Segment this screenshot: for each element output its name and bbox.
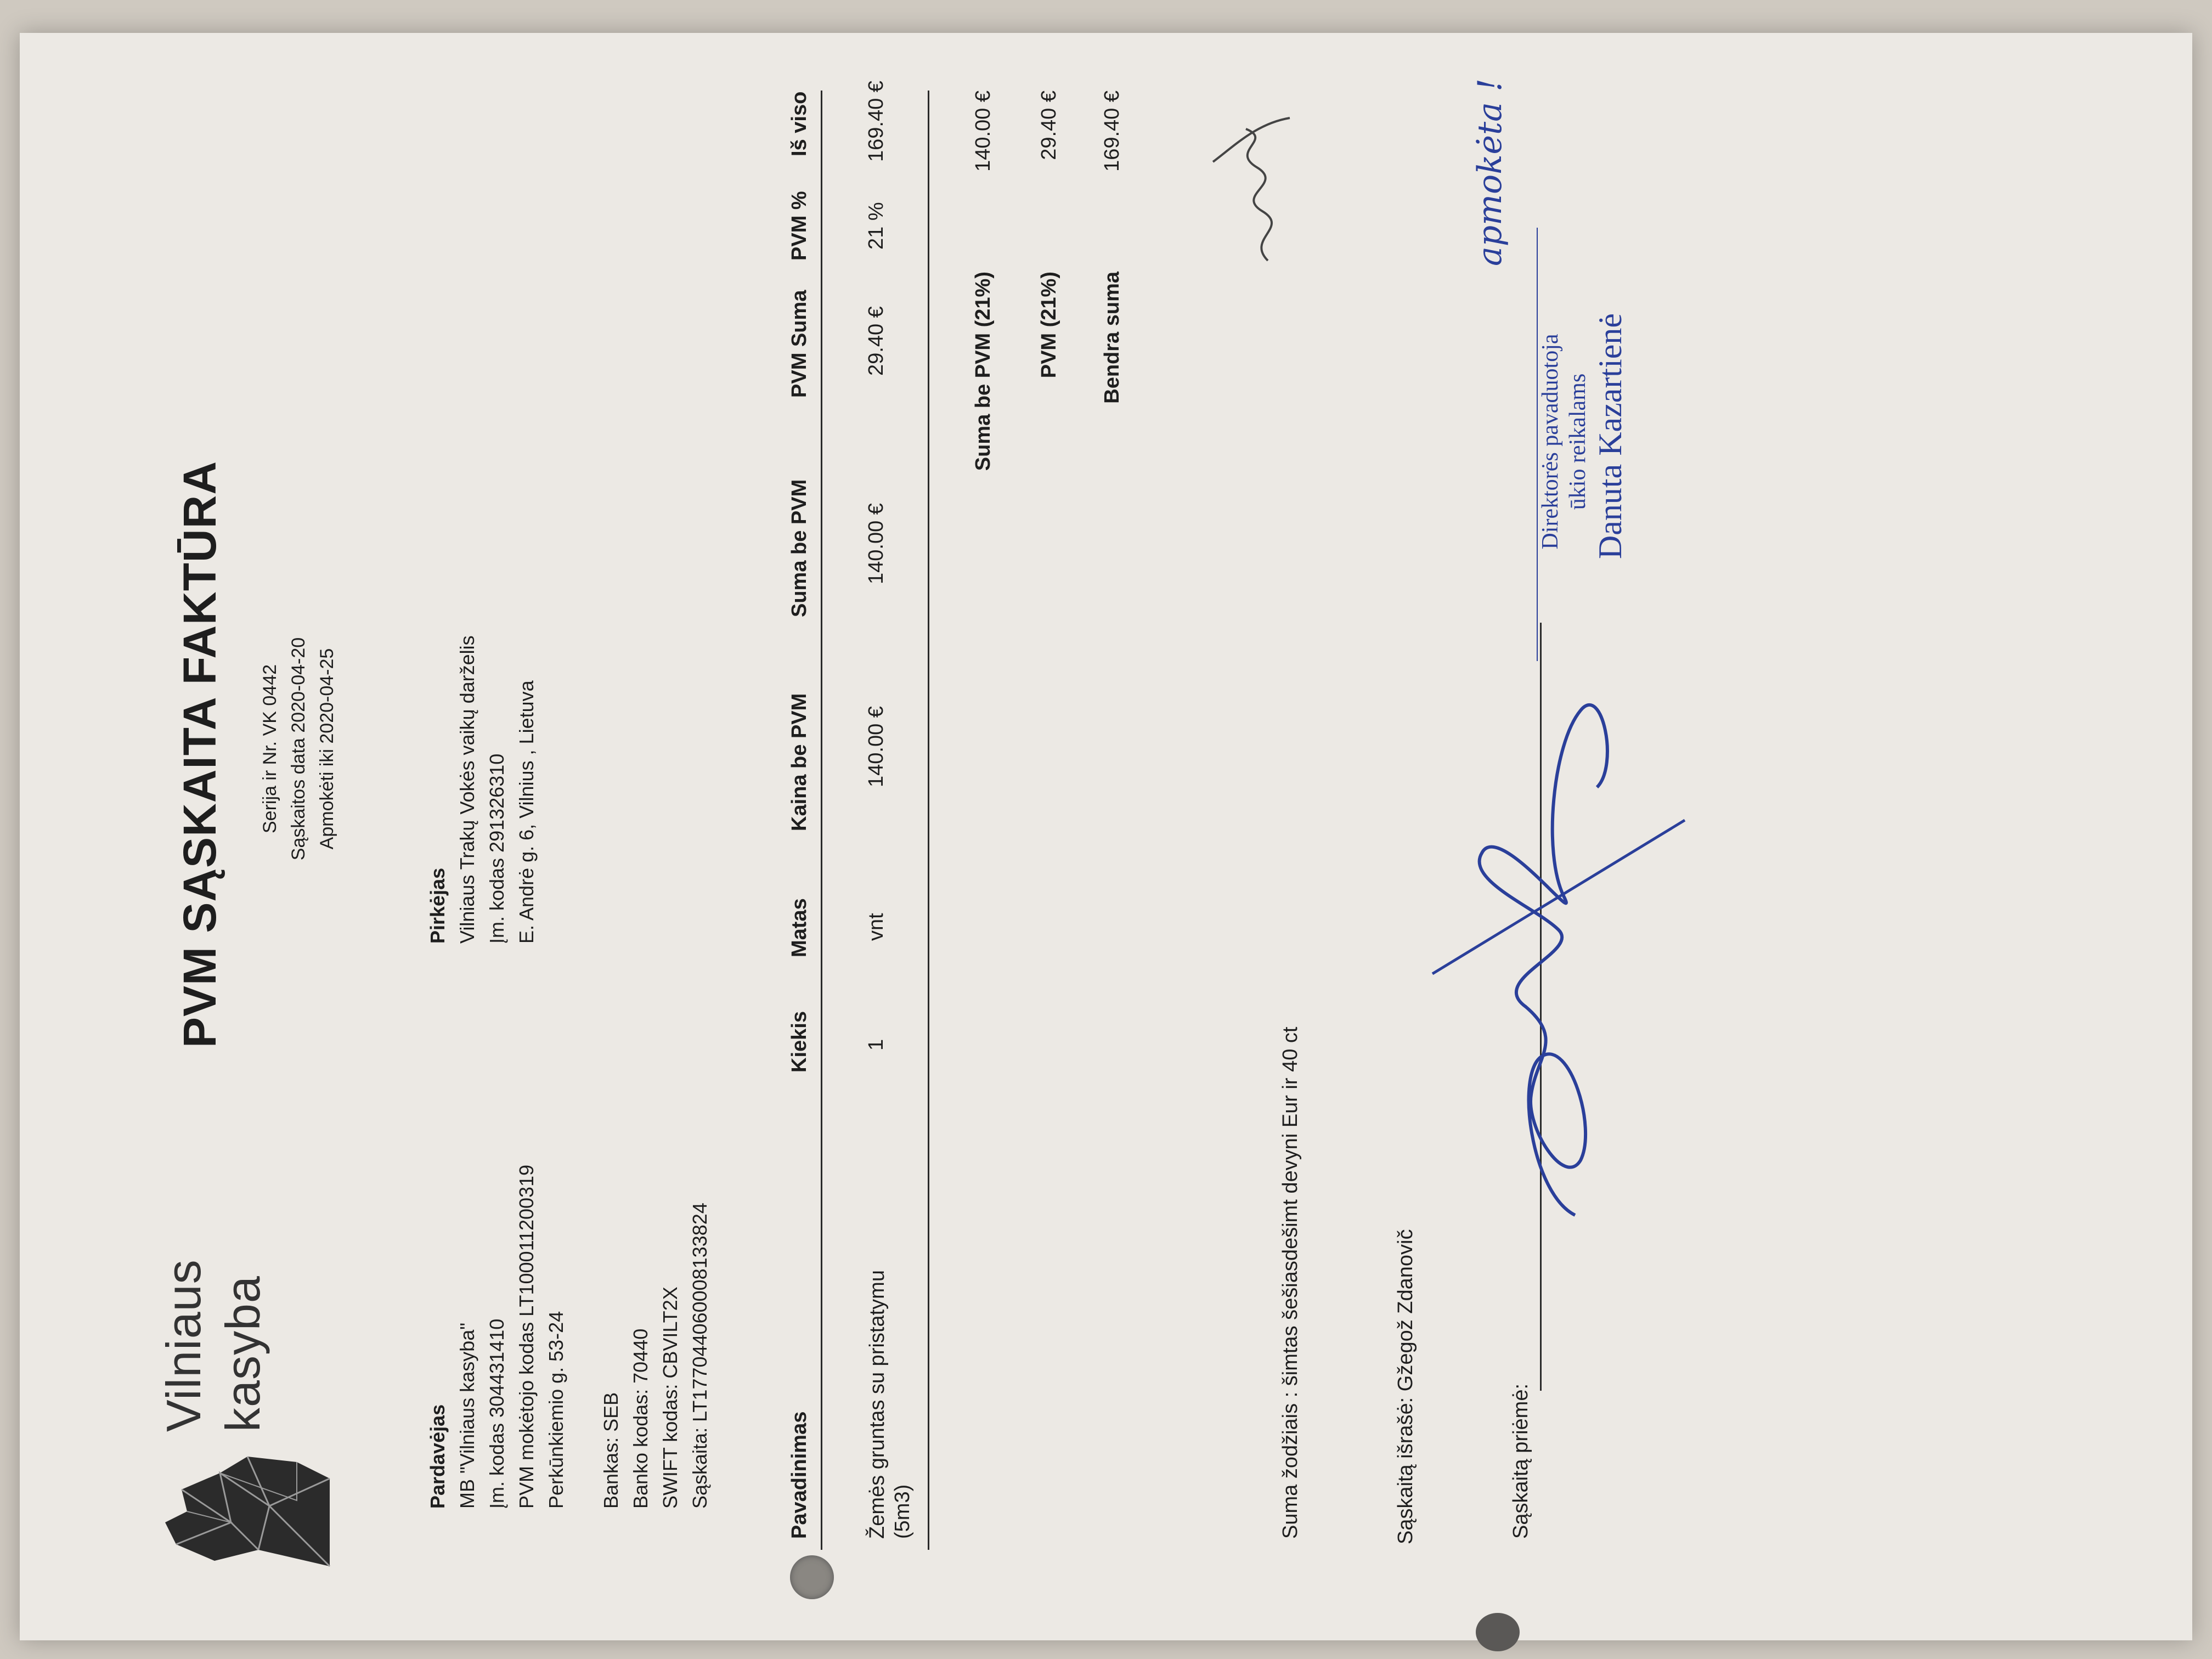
received-by-label: Sąskaitą priėmė: xyxy=(1509,1383,1532,1539)
invoice-series: Serija ir Nr. VK 0442 xyxy=(259,664,280,834)
table-row-unit: vnt xyxy=(865,913,888,941)
amount-in-words: Suma žodžiais : šimtas šešiasdešimt devyni Eur ir 40 ct xyxy=(1279,1026,1302,1539)
col-header-unit: Matas xyxy=(788,898,811,957)
seller-block xyxy=(423,1165,571,1509)
seller-vat: PVM mokėtojo kodas LT100011200319 xyxy=(515,1164,538,1509)
table-row-sum: 140.00 € xyxy=(865,503,888,584)
stamp-line-2: ūkio reikalams xyxy=(1565,373,1590,510)
totals-vat-label: PVM (21%) xyxy=(1037,272,1060,379)
signature-icon xyxy=(1400,623,1696,1237)
col-header-total: Iš viso xyxy=(788,91,811,156)
punch-hole xyxy=(1476,1613,1520,1651)
company-logo xyxy=(154,1259,335,1583)
table-row-qty: 1 xyxy=(865,1039,888,1051)
table-row-vat-sum: 29.40 € xyxy=(865,306,888,376)
bank-name: Bankas: SEB xyxy=(600,1392,622,1509)
col-header-sum: Suma be PVM xyxy=(788,479,811,617)
issued-by: Sąskaitą išrašė: Gžegož Zdanovič xyxy=(1394,1229,1417,1544)
buyer-name: Vilniaus Trakų Vokės vaikų darželis xyxy=(456,635,478,944)
stamp-line-1: Direktorės pavaduotoja xyxy=(1538,334,1563,550)
row-name-line-1: Žemės gruntas su pristatymu xyxy=(866,1270,889,1539)
table-row-total: 169.40 € xyxy=(865,81,888,162)
handwritten-paid-note: apmokėta ! xyxy=(1471,78,1509,266)
totals-grand-value: 169.40 € xyxy=(1101,91,1124,172)
logo-line-1: Vilniaus xyxy=(156,1259,211,1432)
bank-block xyxy=(596,1203,715,1509)
buyer-block xyxy=(423,635,541,944)
buyer-address: E. Andrė g. 6, Vilnius , Lietuva xyxy=(515,680,538,944)
table-row-rule xyxy=(928,91,929,1550)
seller-code: Įm. kodas 304431410 xyxy=(486,1318,508,1509)
bank-account: Sąskaita: LT177044060008133824 xyxy=(689,1203,711,1509)
totals-net-value: 140.00 € xyxy=(972,91,995,172)
logo-text xyxy=(154,1259,273,1432)
invoice-date: Sąskaitos data 2020-04-20 xyxy=(288,637,309,861)
totals-grand-label: Bendra suma xyxy=(1101,272,1124,404)
initials-signature-icon xyxy=(1180,107,1306,272)
buyer-heading: Pirkėjas xyxy=(426,867,449,944)
table-row-vat-pct: 21 % xyxy=(865,202,888,250)
seller-address: Perkūnkiemio g. 53-24 xyxy=(545,1311,567,1509)
seller-name: MB "Vilniaus kasyba" xyxy=(456,1322,478,1509)
wolf-polygon-logo-icon xyxy=(154,1440,335,1583)
buyer-code: Įm. kodas 291326310 xyxy=(486,753,508,944)
invoice-document xyxy=(149,78,2179,1621)
seller-heading: Pardavėjas xyxy=(426,1404,449,1509)
stamp-name: Danuta Kazartienė xyxy=(1592,313,1628,560)
table-header-rule xyxy=(821,91,822,1550)
page-title: PVM SĄSKAITA FAKTŪRA xyxy=(174,461,225,1048)
bank-code: Banko kodas: 70440 xyxy=(629,1328,652,1509)
col-header-price: Kaina be PVM xyxy=(788,693,811,831)
totals-vat-value: 29.40 € xyxy=(1037,91,1060,160)
col-header-name: Pavadinimas xyxy=(788,1411,811,1539)
col-header-qty: Kiekis xyxy=(788,1011,811,1073)
logo-line-2: kasyba xyxy=(216,1276,270,1432)
row-name-line-2: (5m3) xyxy=(891,1484,914,1539)
table-row-name xyxy=(865,1270,915,1539)
invoice-meta xyxy=(256,557,341,941)
table-row-price: 140.00 € xyxy=(865,706,888,787)
bank-swift: SWIFT kodas: CBVILT2X xyxy=(659,1286,681,1509)
totals-net-label: Suma be PVM (21%) xyxy=(972,272,995,471)
stamp-position xyxy=(1537,250,1592,634)
invoice-due-date: Apmokėti iki 2020-04-25 xyxy=(317,648,337,850)
col-header-vat-sum: PVM Suma xyxy=(788,290,811,398)
punch-hole xyxy=(790,1555,834,1599)
col-header-vat-pct: PVM % xyxy=(788,191,811,261)
paper-sheet xyxy=(20,33,2192,1640)
